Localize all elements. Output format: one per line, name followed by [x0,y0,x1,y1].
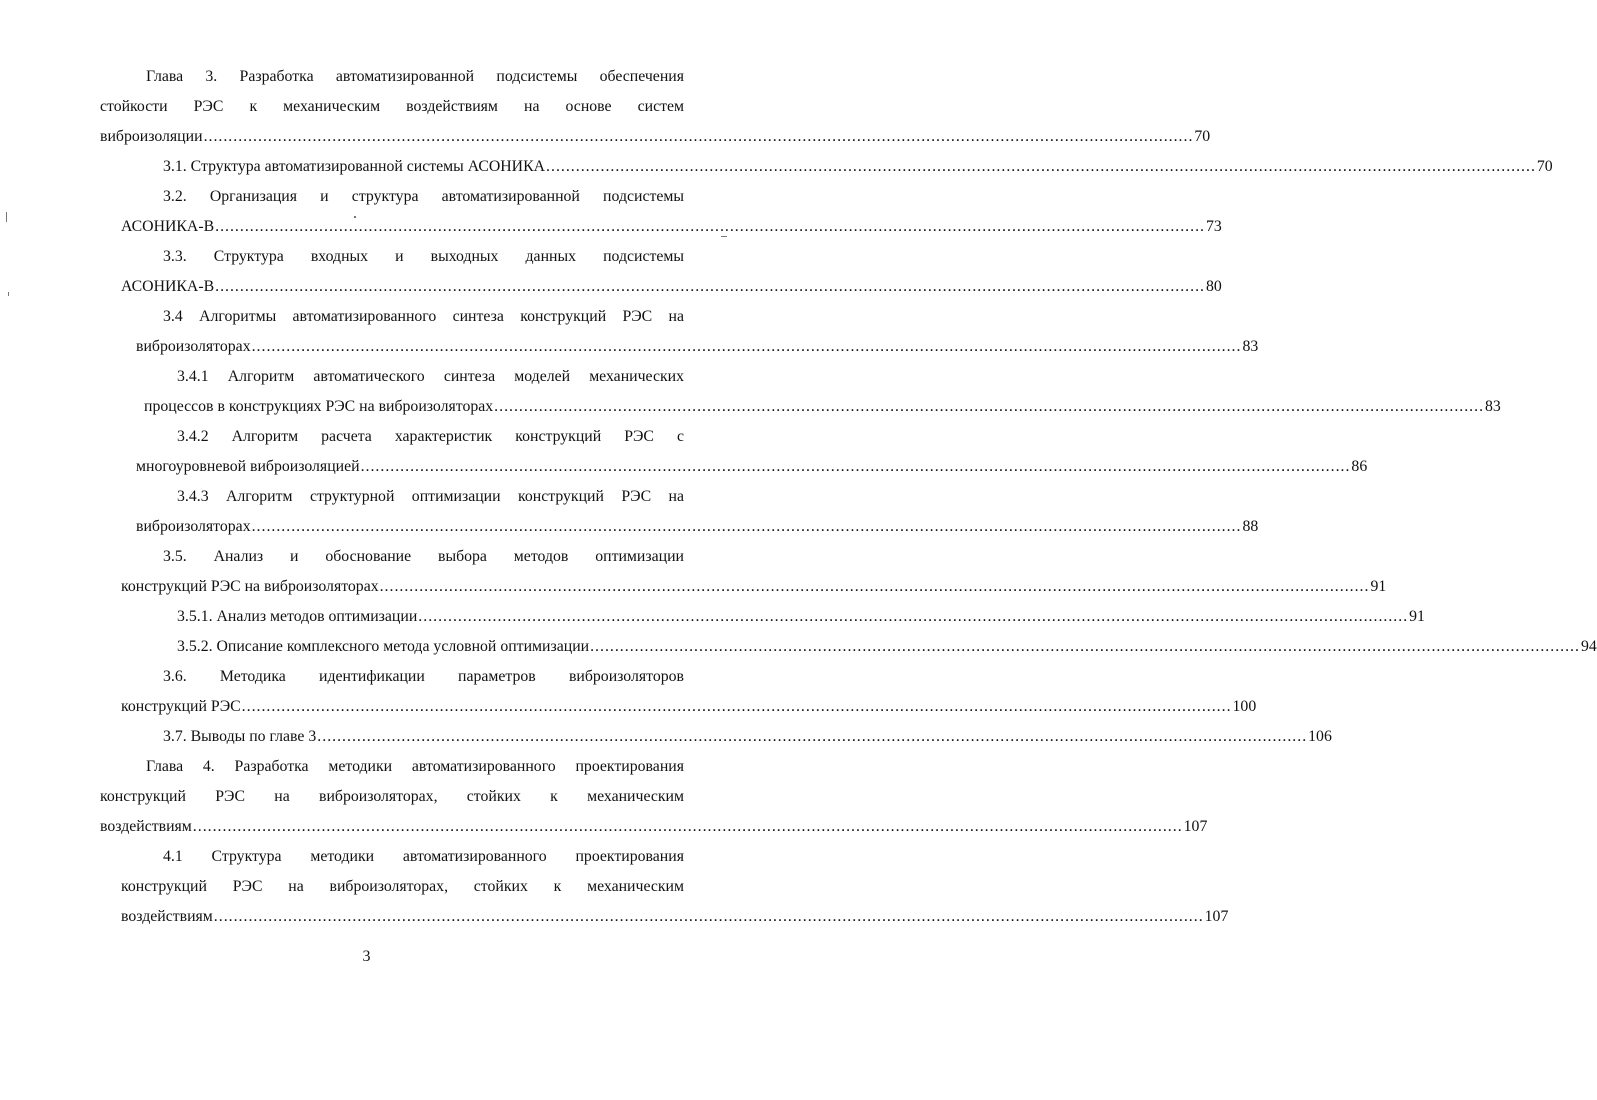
toc-line: 3.4.3 Алгоритм структурной оптимизации конструкций РЭС на [177,488,684,505]
toc-line: 3.6. Методика идентификации параметров виброизоляторов [163,668,684,685]
toc-line: 3.7. Выводы по главе 3 [163,728,317,745]
toc-line: виброизоляторах [136,338,251,355]
toc-line: Глава 4. Разработка методики автоматизированного проектирования [146,758,684,775]
toc-page: 80 [1205,278,1222,295]
toc-line: 3.1. Структура автоматизированной системы АСОНИКА [163,158,546,175]
toc-entry-last-line[interactable] [100,452,1368,482]
scan-speck [721,236,727,237]
toc-page: 70 [1194,128,1211,145]
toc-line: 3.3. Структура входных и выходных данных подсистемы [163,248,684,265]
toc-entry-last-line[interactable] [100,392,1501,422]
toc-page: 100 [1232,698,1257,715]
toc-entry-last-line[interactable] [100,332,1259,362]
leader-dots: ........................................................................................................................................................................................................ [215,278,1205,295]
toc-line: 3.4 Алгоритмы автоматизированного синтеза конструкций РЭС на [163,308,684,325]
toc-line: виброизоляторах [136,518,251,535]
toc-entry-last-line[interactable] [100,722,1332,752]
toc-line: процессов в конструкциях РЭС на виброизоляторах [144,398,494,415]
toc-page: 88 [1242,518,1259,535]
toc-page: 70 [1536,158,1553,175]
toc-line: конструкций РЭС на виброизоляторах, стойких к механическим [100,788,684,805]
leader-dots: ........................................................................................................................................................................................................ [213,908,1204,925]
toc-page: 94 [1580,638,1597,655]
toc-line: конструкций РЭС [121,698,241,715]
toc-line: воздействиям [100,818,192,835]
toc-line: 3.2. Организация и структура автоматизированной подсистемы [163,188,684,205]
leader-dots: ........................................................................................................................................................................................................ [546,158,1536,175]
toc-page: 73 [1205,218,1222,235]
toc-entry-last-line[interactable] [100,512,1259,542]
toc-entry-last-line[interactable] [100,272,1222,302]
toc-page: 86 [1351,458,1368,475]
toc-entry-last-line[interactable] [100,692,1257,722]
scan-speck [354,216,356,218]
leader-dots: ........................................................................................................................................................................................................ [203,128,1194,145]
toc-entry-last-line[interactable] [100,632,1597,662]
leader-dots: ........................................................................................................................................................................................................ [215,218,1205,235]
toc-entry-last-line[interactable] [100,152,1553,182]
scan-speck [8,292,9,296]
toc-line: конструкций РЭС на виброизоляторах, стойких к механическим [121,878,684,895]
leader-dots: ........................................................................................................................................................................................................ [379,578,1370,595]
leader-dots: ........................................................................................................................................................................................................ [418,608,1409,625]
leader-dots: ........................................................................................................................................................................................................ [360,458,1351,475]
leader-dots: ........................................................................................................................................................................................................ [192,818,1183,835]
toc-page: 107 [1183,818,1208,835]
toc-line: АСОНИКА-В [121,218,215,235]
toc-line: АСОНИКА-В [121,278,215,295]
toc-entry-last-line[interactable] [100,122,1211,152]
toc-entry-last-line[interactable] [100,572,1387,602]
page-number: 3 [362,948,371,965]
toc-line: 3.5.1. Анализ методов оптимизации [177,608,418,625]
toc-entry-last-line[interactable] [100,212,1222,242]
toc-line: 3.5. Анализ и обоснование выбора методов оптимизации [163,548,684,565]
toc-line: стойкости РЭС к механическим воздействиям на основе систем [100,98,684,115]
toc-entry-last-line[interactable] [100,812,1208,842]
scan-speck [6,212,7,222]
leader-dots: ........................................................................................................................................................................................................ [251,518,1242,535]
toc-line: виброизоляции [100,128,203,145]
toc-line: воздействиям [121,908,213,925]
leader-dots: ........................................................................................................................................................................................................ [241,698,1232,715]
toc-page: 91 [1409,608,1425,625]
toc-entry-last-line[interactable] [100,902,1229,932]
toc-page: 106 [1308,728,1332,745]
toc-line: Глава 3. Разработка автоматизированной подсистемы обеспечения [146,68,684,85]
toc-page: 91 [1370,578,1387,595]
leader-dots: ........................................................................................................................................................................................................ [317,728,1308,745]
leader-dots: ........................................................................................................................................................................................................ [590,638,1580,655]
leader-dots: ........................................................................................................................................................................................................ [494,398,1485,415]
toc-line: 3.4.1 Алгоритм автоматического синтеза моделей механических [177,368,684,385]
toc-line: многоуровневой виброизоляцией [136,458,360,475]
toc-entry-last-line[interactable] [100,602,1425,632]
toc-page: 83 [1242,338,1259,355]
toc-line: 4.1 Структура методики автоматизированного проектирования [163,848,684,865]
toc-page: 107 [1204,908,1229,925]
toc-line: 3.4.2 Алгоритм расчета характеристик конструкций РЭС с [177,428,684,445]
toc-page: 83 [1485,398,1501,415]
toc-line: 3.5.2. Описание комплексного метода условной оптимизации [177,638,590,655]
toc-line: конструкций РЭС на виброизоляторах [121,578,379,595]
leader-dots: ........................................................................................................................................................................................................ [251,338,1242,355]
